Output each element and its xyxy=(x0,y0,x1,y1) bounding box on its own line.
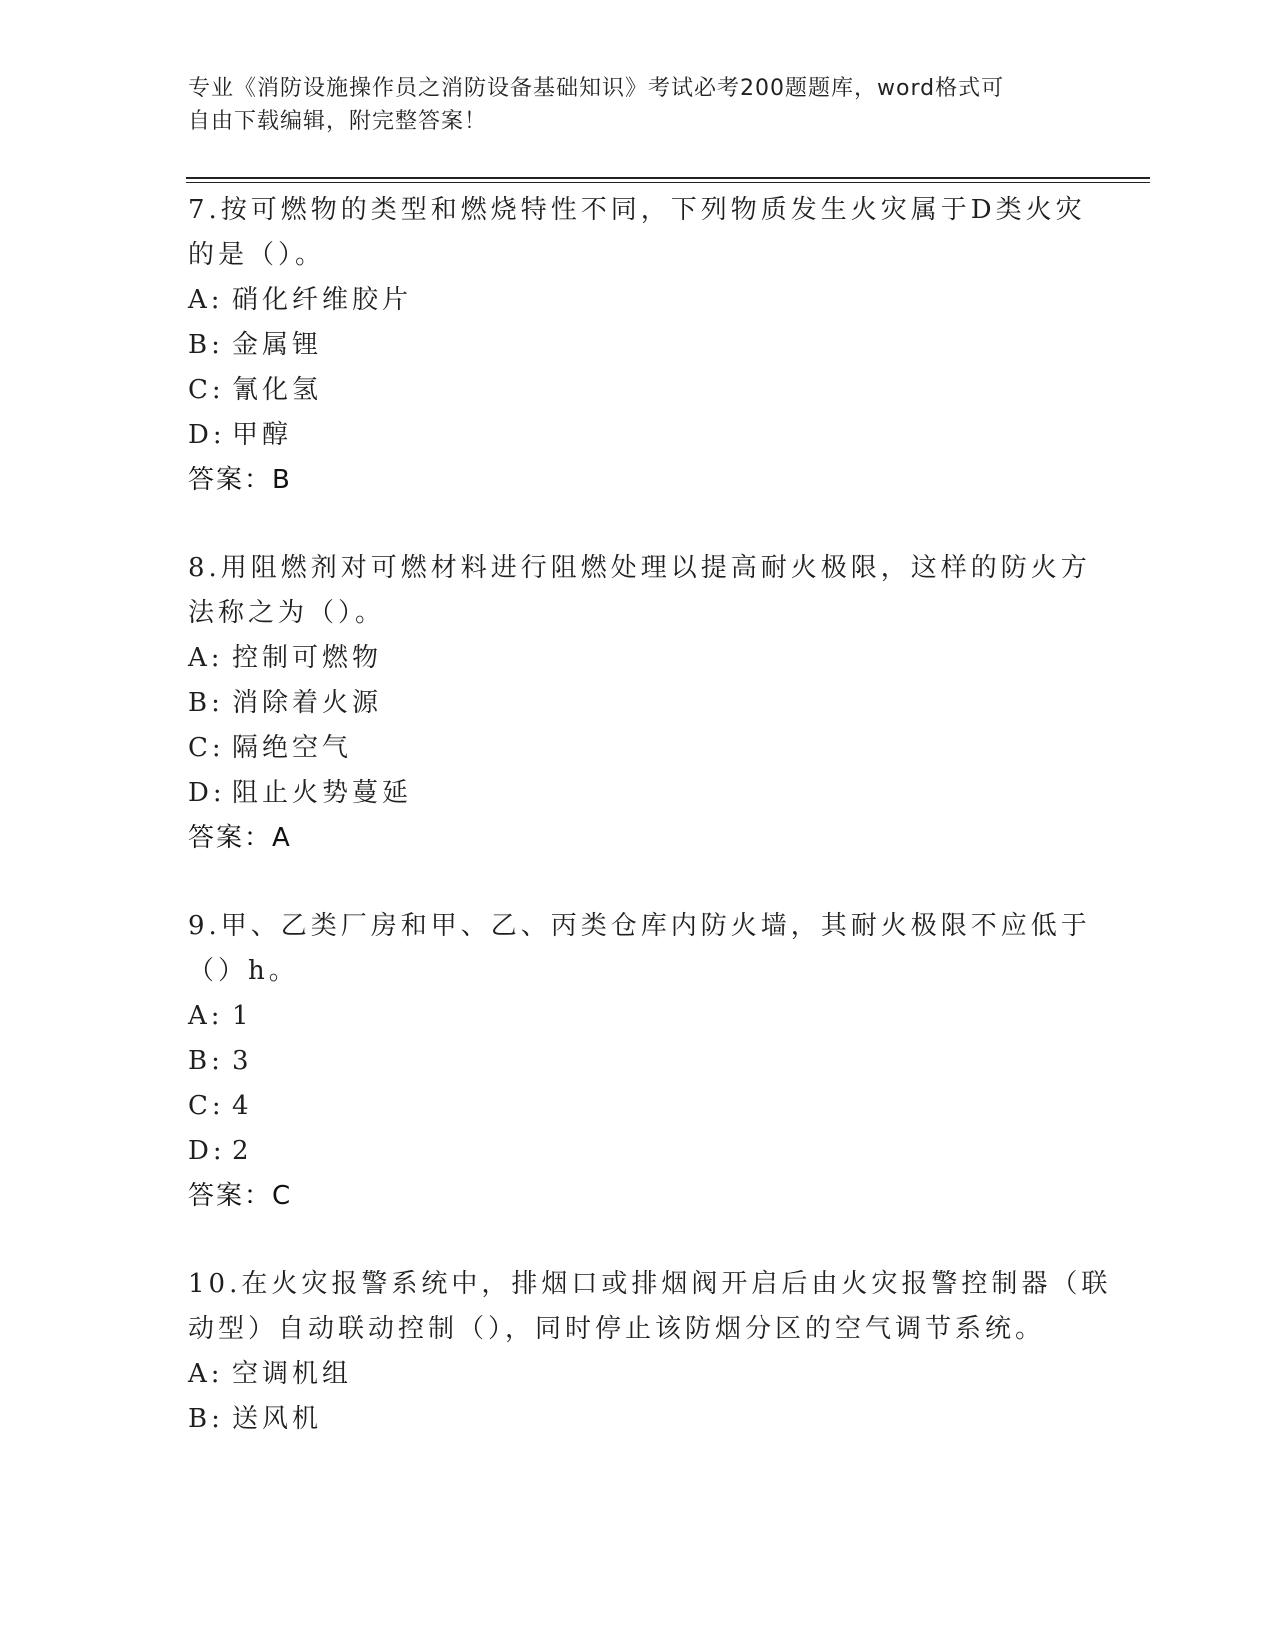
option-key: C: xyxy=(188,375,225,405)
header-line-2: 自由下载编辑，附完整答案！ xyxy=(188,109,488,134)
question-7 xyxy=(188,188,1088,503)
question-stem-line-1: 10.在火灾报警系统中，排烟口或排烟阀开启后由火灾报警控制器（联 xyxy=(188,1269,1112,1299)
question-spacer xyxy=(188,503,1088,546)
option-key: B: xyxy=(188,330,224,360)
header-divider-thin xyxy=(186,182,1150,183)
question-stem-line-2: 法称之为（）。 xyxy=(188,598,386,628)
question-list xyxy=(188,188,1112,1442)
question-stem-line-1: 7.按可燃物的类型和燃烧特性不同，下列物质发生火灾属于D类火灾 xyxy=(188,195,1086,225)
question-stem xyxy=(188,188,1088,278)
option-key: B: xyxy=(188,688,224,718)
option-key: A: xyxy=(188,1359,224,1389)
option-text: 氰化氢 xyxy=(232,375,323,405)
document-header xyxy=(188,72,1068,138)
question-stem-line-1: 8.用阻燃剂对可燃材料进行阻燃处理以提高耐火极限，这样的防火方 xyxy=(188,553,1091,583)
option-a xyxy=(188,636,1088,681)
option-a xyxy=(188,278,1088,323)
option-key: C: xyxy=(188,1091,225,1121)
question-stem-line-1: 9.甲、乙类厂房和甲、乙、丙类仓库内防火墙，其耐火极限不应低于 xyxy=(188,911,1091,941)
option-text: 隔绝空气 xyxy=(232,733,353,763)
option-key: B: xyxy=(188,1404,224,1434)
question-10 xyxy=(188,1262,1112,1442)
option-text: 消除着火源 xyxy=(232,688,383,718)
option-c xyxy=(188,368,1088,413)
option-a xyxy=(188,994,1088,1039)
question-stem xyxy=(188,546,1091,636)
question-stem xyxy=(188,904,1091,994)
option-text: 金属锂 xyxy=(232,330,323,360)
question-stem-line-2: 的是（）。 xyxy=(188,240,326,270)
option-b xyxy=(188,681,1088,726)
question-stem xyxy=(188,1262,1112,1352)
answer-label: 答案：A xyxy=(188,823,292,853)
question-spacer xyxy=(188,1219,1088,1262)
answer-label: 答案：B xyxy=(188,465,292,495)
option-a xyxy=(188,1352,1088,1397)
option-text: 3 xyxy=(232,1046,253,1076)
option-key: D: xyxy=(188,778,226,808)
option-key: A: xyxy=(188,1001,224,1031)
question-spacer xyxy=(188,861,1088,904)
header-line-1: 专业《消防设施操作员之消防设备基础知识》考试必考200题题库，word格式可 xyxy=(188,76,1005,101)
option-text: 1 xyxy=(232,1001,253,1031)
option-text: 2 xyxy=(232,1136,253,1166)
option-d xyxy=(188,771,1088,816)
option-c xyxy=(188,1084,1088,1129)
question-stem-line-2: 动型）自动联动控制（），同时停止该防烟分区的空气调节系统。 xyxy=(188,1314,1046,1344)
question-8 xyxy=(188,546,1091,861)
question-stem-line-2: （）h。 xyxy=(188,956,299,986)
question-9 xyxy=(188,904,1091,1219)
option-text: 4 xyxy=(232,1091,253,1121)
option-key: D: xyxy=(188,420,226,450)
option-text: 空调机组 xyxy=(232,1359,353,1389)
option-d xyxy=(188,413,1088,458)
option-text: 硝化纤维胶片 xyxy=(232,285,413,315)
option-c xyxy=(188,726,1088,771)
option-key: B: xyxy=(188,1046,224,1076)
option-key: A: xyxy=(188,285,224,315)
option-b xyxy=(188,323,1088,368)
option-b xyxy=(188,1397,1088,1442)
header-divider-thick xyxy=(186,177,1150,179)
option-key: D: xyxy=(188,1136,226,1166)
option-text: 送风机 xyxy=(232,1404,323,1434)
option-b xyxy=(188,1039,1088,1084)
answer-label: 答案：C xyxy=(188,1181,293,1211)
option-key: A: xyxy=(188,643,224,673)
option-text: 甲醇 xyxy=(232,420,293,450)
option-text: 控制可燃物 xyxy=(232,643,383,673)
option-key: C: xyxy=(188,733,225,763)
option-d xyxy=(188,1129,1088,1174)
option-text: 阻止火势蔓延 xyxy=(232,778,413,808)
